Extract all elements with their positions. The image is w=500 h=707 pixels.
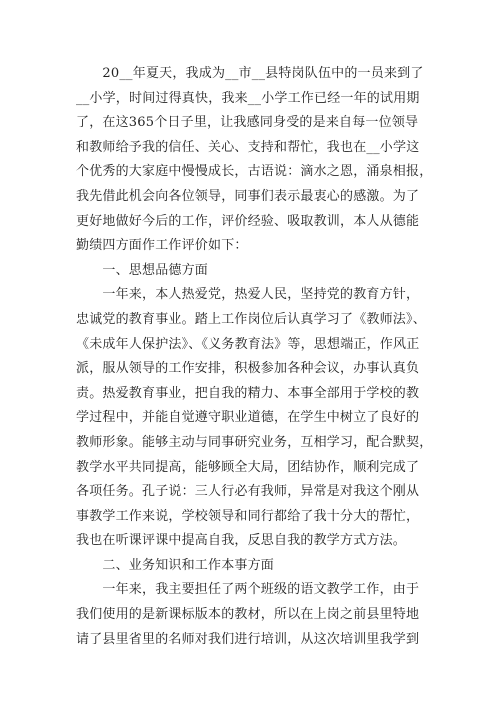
- paragraph-line: 和教师给予我的信任、关心、支持和帮忙，我也在__小学这: [76, 139, 420, 155]
- paragraph-line: 我也在听课评课中提高自我，反思自我的教学方式方法。: [76, 533, 407, 549]
- paragraph-line: 责。热爱教育事业，把自我的精力、本事全部用于学校的教: [76, 385, 420, 401]
- paragraph-line: 我们使用的是新课标版本的教材，所以在上岗之前县里特地: [76, 607, 420, 623]
- paragraph-line: 《未成年人保护法》、《义务教育法》等，思想端正，作风正: [76, 336, 420, 352]
- section-heading: 一、思想品德方面: [76, 262, 209, 278]
- paragraph-line: 派，服从领导的工作安排，积极参加各种会议，办事认真负: [76, 361, 420, 377]
- paragraph-line: 勤绩四方面作工作评价如下：: [76, 238, 248, 254]
- paragraph-line: 学过程中，并能自觉遵守职业道德，在学生中树立了良好的: [76, 410, 420, 426]
- paragraph-line: 20__年夏天，我成为__市__县特岗队伍中的一员来到了: [76, 66, 424, 81]
- paragraph-line: 一年来，本人热爱党，热爱人民，坚持党的教育方针，: [76, 287, 420, 303]
- paragraph-line: 了，在这365个日子里，让我感同身受的是来自每一位领导: [76, 115, 419, 131]
- paragraph-line: 教学水平共同提高，能够顾全大局，团结协作，顺利完成了: [76, 459, 420, 475]
- paragraph-line: 忠诚党的教育事业。踏上工作岗位后认真学习了《教师法》、: [76, 311, 426, 327]
- document-body: [76, 62, 436, 652]
- section-heading: 二、业务知识和工作本事方面: [76, 557, 275, 573]
- paragraph-line: 更好地做好今后的工作，评价经验、吸取教训，本人从德能: [76, 213, 420, 229]
- paragraph-line: 个优秀的大家庭中慢慢成长，古语说：滴水之恩，涌泉相报，: [76, 164, 433, 180]
- paragraph-line: 各项任务。孔子说：三人行必有我师，异常是对我这个刚从: [76, 484, 420, 500]
- paragraph-line: __小学，时间过得真快，我来__小学工作已经一年的试用期: [76, 90, 420, 106]
- paragraph-line: 一年来，我主要担任了两个班级的语文教学工作，由于: [76, 582, 420, 598]
- paragraph-line: 事教学工作来说，学校领导和同行都给了我十分大的帮忙，: [76, 508, 420, 524]
- paragraph-line: 请了县里省里的名师对我们进行培训，从这次培训里我学到: [76, 631, 420, 647]
- paragraph-line: 教师形象。能够主动与同事研究业务，互相学习，配合默契，: [76, 434, 433, 450]
- paragraph-line: 我先借此机会向各位领导，同事们表示最衷心的感激。为了: [76, 188, 420, 204]
